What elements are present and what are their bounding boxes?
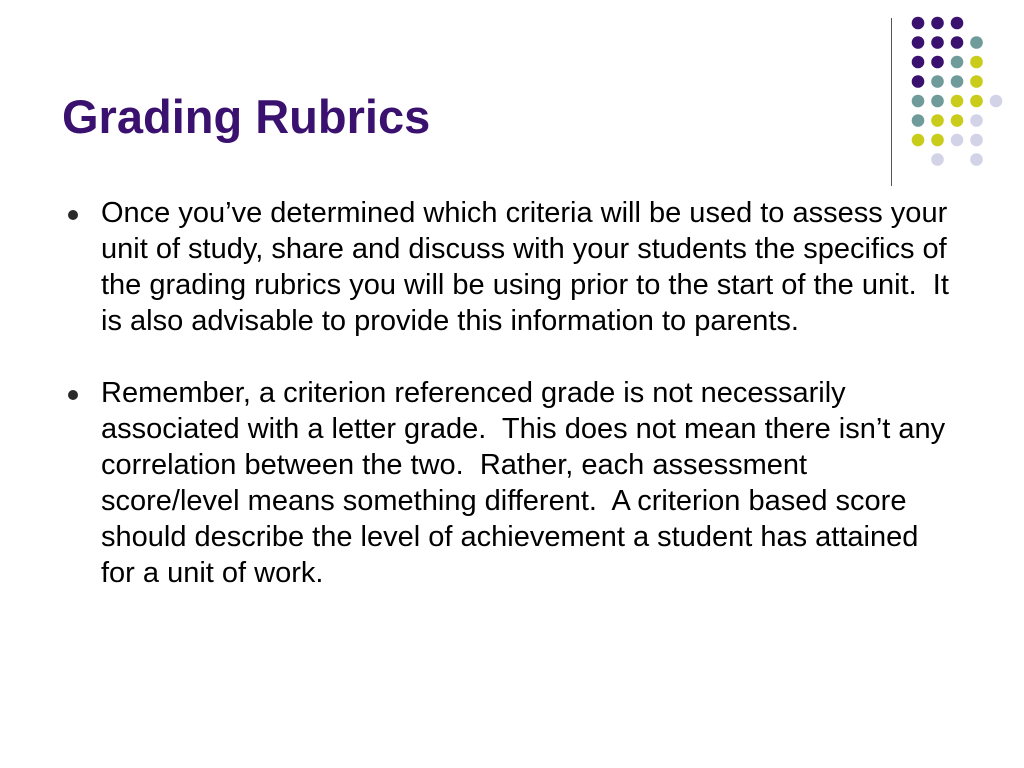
- decor-dot-lavender: [970, 153, 983, 166]
- decor-dot-yellow: [970, 75, 983, 88]
- decor-dot-lavender: [951, 134, 964, 147]
- bullet-text-1: Once you’ve determined which criteria will be used to assess your unit of study, share and discuss with your students the specifics of the grading rubrics you will be using prior to the start of the unit. It is also advisable to provide this information to parents.: [101, 197, 957, 337]
- decor-dot-purple: [931, 17, 944, 30]
- decor-dot-teal: [951, 56, 964, 69]
- decor-dot-yellow: [912, 134, 925, 147]
- decor-dot-lavender: [970, 114, 983, 127]
- decor-dot-purple: [912, 75, 925, 88]
- decor-dot-teal: [951, 75, 964, 88]
- decor-dot-purple: [951, 36, 964, 49]
- slide-title: Grading Rubrics: [62, 90, 431, 143]
- decor-dot-teal: [931, 75, 944, 88]
- decor-dot-yellow: [931, 134, 944, 147]
- decor-dot-yellow: [951, 114, 964, 127]
- decor-dot-yellow: [931, 114, 944, 127]
- bullet-marker-icon: [68, 210, 78, 220]
- decor-dot-purple: [912, 56, 925, 69]
- bullet-text-2: Remember, a criterion referenced grade is not necessarily associated with a letter grade. This does not mean there isn’t any correlation between the two. Rather, each assessment score/level means something different. A criterion based score should describe the level of achievement a student has attained for a unit of work.: [101, 377, 954, 589]
- decor-dot-purple: [912, 17, 925, 30]
- bullet-item-2: [68, 375, 968, 591]
- decor-dot-teal: [912, 95, 925, 108]
- decor-dot-lavender: [931, 153, 944, 166]
- decor-dot-yellow: [970, 95, 983, 108]
- bullet-item-1: [68, 195, 968, 339]
- decor-dot-purple: [931, 36, 944, 49]
- decor-dot-purple: [951, 17, 964, 30]
- bullet-marker-icon: [68, 390, 78, 400]
- decor-dot-lavender: [990, 95, 1003, 108]
- bullet-list: [68, 195, 968, 627]
- title-divider-line: [891, 18, 892, 186]
- decor-dot-purple: [912, 36, 925, 49]
- decor-dot-teal: [970, 36, 983, 49]
- decor-dot-teal: [931, 95, 944, 108]
- decor-dot-yellow: [951, 95, 964, 108]
- decor-dot-purple: [931, 56, 944, 69]
- decor-dot-yellow: [970, 56, 983, 69]
- decor-dot-lavender: [970, 134, 983, 147]
- decor-dot-teal: [912, 114, 925, 127]
